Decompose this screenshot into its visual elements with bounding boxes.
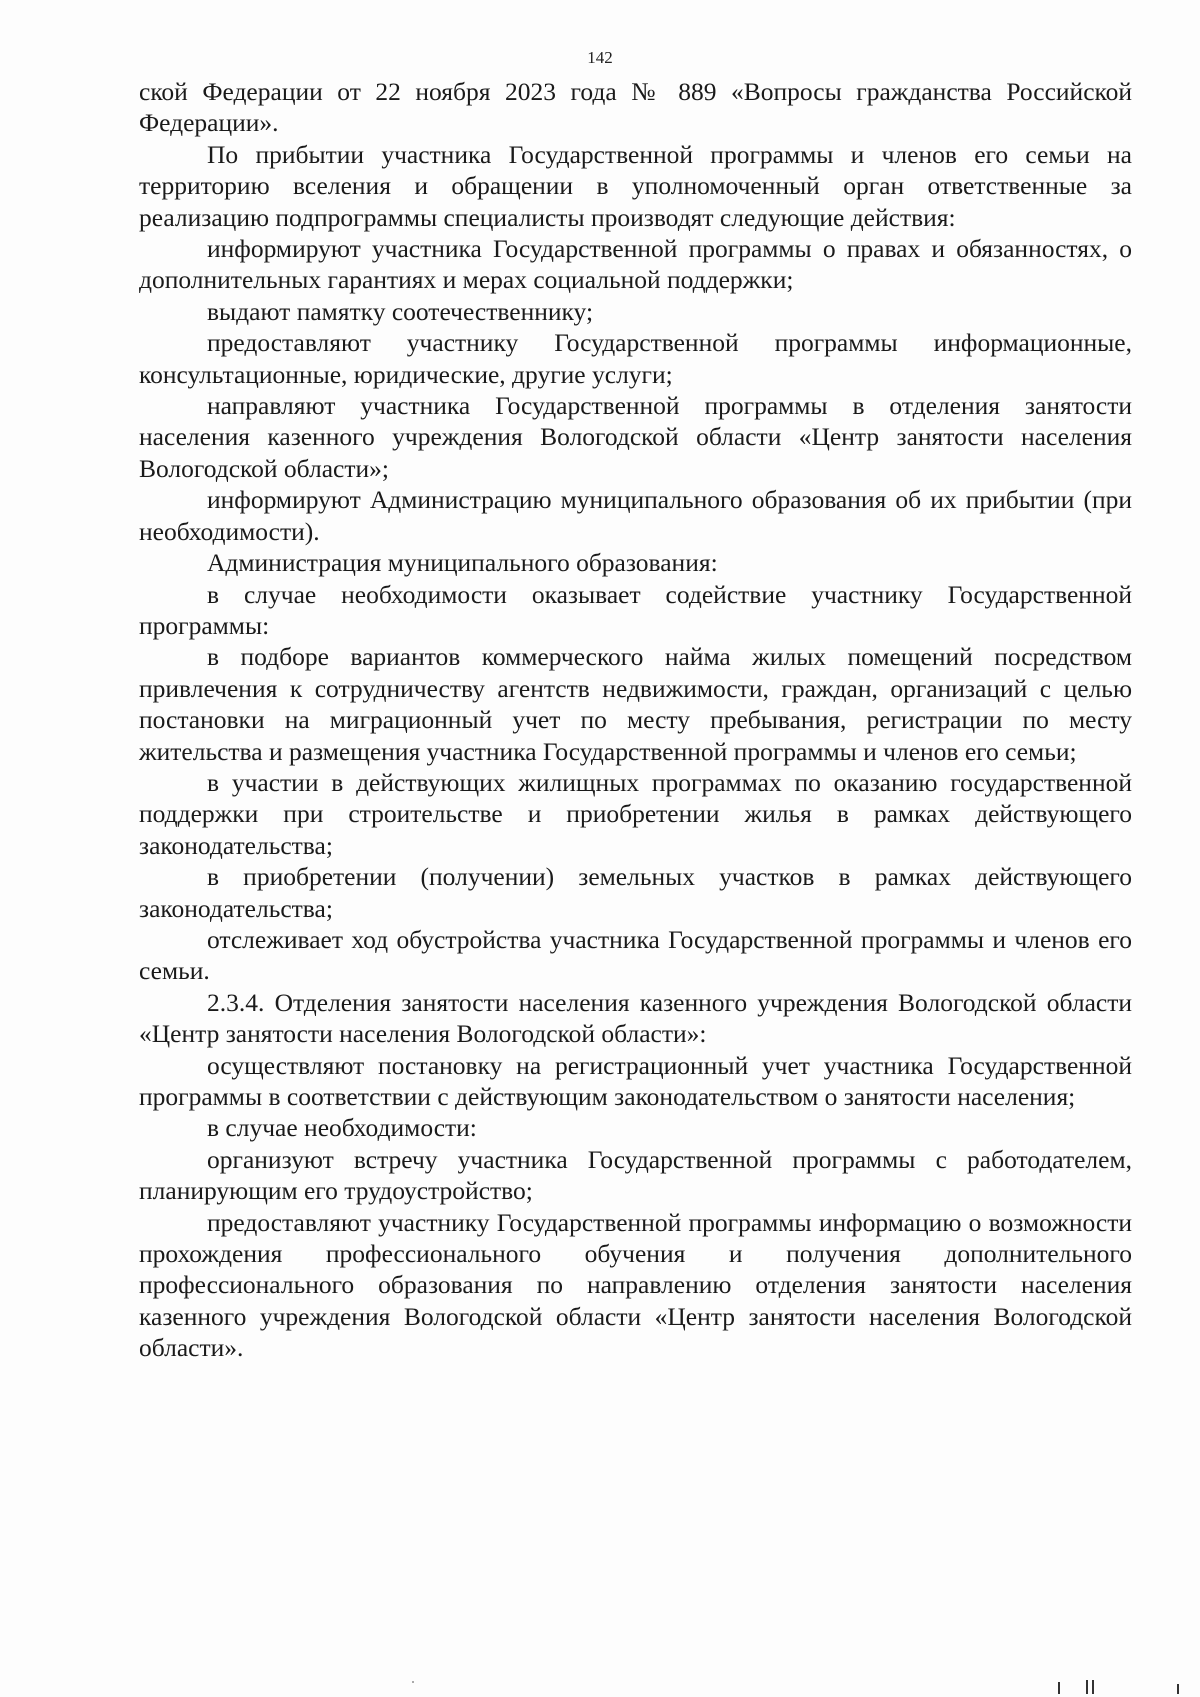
document-body	[139, 76, 1132, 1364]
paragraph: информируют участника Государственной программы о правах и обязанностях, о дополнительных гарантиях и мерах социальной поддержки;	[139, 234, 1132, 295]
paragraph: Администрация муниципального образования:	[207, 548, 718, 578]
scan-artifact	[1086, 1680, 1088, 1694]
scan-artifact	[1092, 1680, 1094, 1694]
paragraph: в участии в действующих жилищных программах по оказанию государственной поддержки при строительстве и приобретении жилья в рамках действующего законодательства;	[139, 767, 1132, 860]
paragraph: отслеживает ход обустройства участника Государственной программы и членов его семьи.	[139, 924, 1132, 986]
paragraph: в приобретении (получении) земельных участков в рамках действующего законодательства;	[139, 862, 1132, 923]
paragraph: выдают памятку соотечественнику;	[207, 296, 594, 326]
page-number: 142	[587, 48, 613, 67]
paragraph: в случае необходимости оказывает содействие участнику Государственной программы:	[139, 579, 1132, 640]
scan-artifact	[1177, 1684, 1179, 1694]
paragraph: в случае необходимости:	[207, 1113, 477, 1143]
paragraph: предоставляют участнику Государственной программы информацию о возможности прохождения профессионального обучения и получения дополнительного профессионального образования по направлению отделения занятости населения казенного учреждения Вологодской области «Центр занятости населения Вологодской области».	[139, 1207, 1132, 1363]
paragraph: осуществляют постановку на регистрационный учет участника Государственной программы в соответствии с действующим законодательством о занятости населения;	[139, 1050, 1132, 1111]
section-heading-paragraph: 2.3.4. Отделения занятости населения казенного учреждения Вологодской области «Центр занятости населения Вологодской области»:	[139, 987, 1132, 1049]
paragraph: организуют встречу участника Государственной программы с работодателем, планирующим его трудоустройство;	[139, 1144, 1132, 1206]
scan-artifact	[1058, 1682, 1060, 1694]
paragraph: в подборе вариантов коммерческого найма жилых помещений посредством привлечения к сотрудничеству агентств недвижимости, граждан, организаций с целью постановки на миграционный учет по месту пребывания, регистрации по месту жительства и размещения участника Государственной программы и членов его семьи;	[139, 642, 1132, 766]
scan-artifact	[412, 1681, 414, 1683]
paragraph: предоставляют участнику Государственной программы информационные, консультационные, юридические, другие услуги;	[139, 328, 1132, 389]
paragraph: По прибытии участника Государственной программы и членов его семьи на территорию вселения и обращении в уполномоченный орган ответственные за реализацию подпрограммы специалисты производят следующие действия:	[139, 139, 1132, 232]
paragraph: ской Федерации от 22 ноября 2023 года № 889 «Вопросы гражданства Российской Федерации».	[139, 77, 1132, 138]
paragraph: информируют Администрацию муниципального образования об их прибытии (при необходимости).	[139, 485, 1132, 546]
paragraph: направляют участника Государственной программы в отделения занятости населения казенного учреждения Вологодской области «Центр занятости населения Вологодской области»;	[139, 391, 1132, 483]
